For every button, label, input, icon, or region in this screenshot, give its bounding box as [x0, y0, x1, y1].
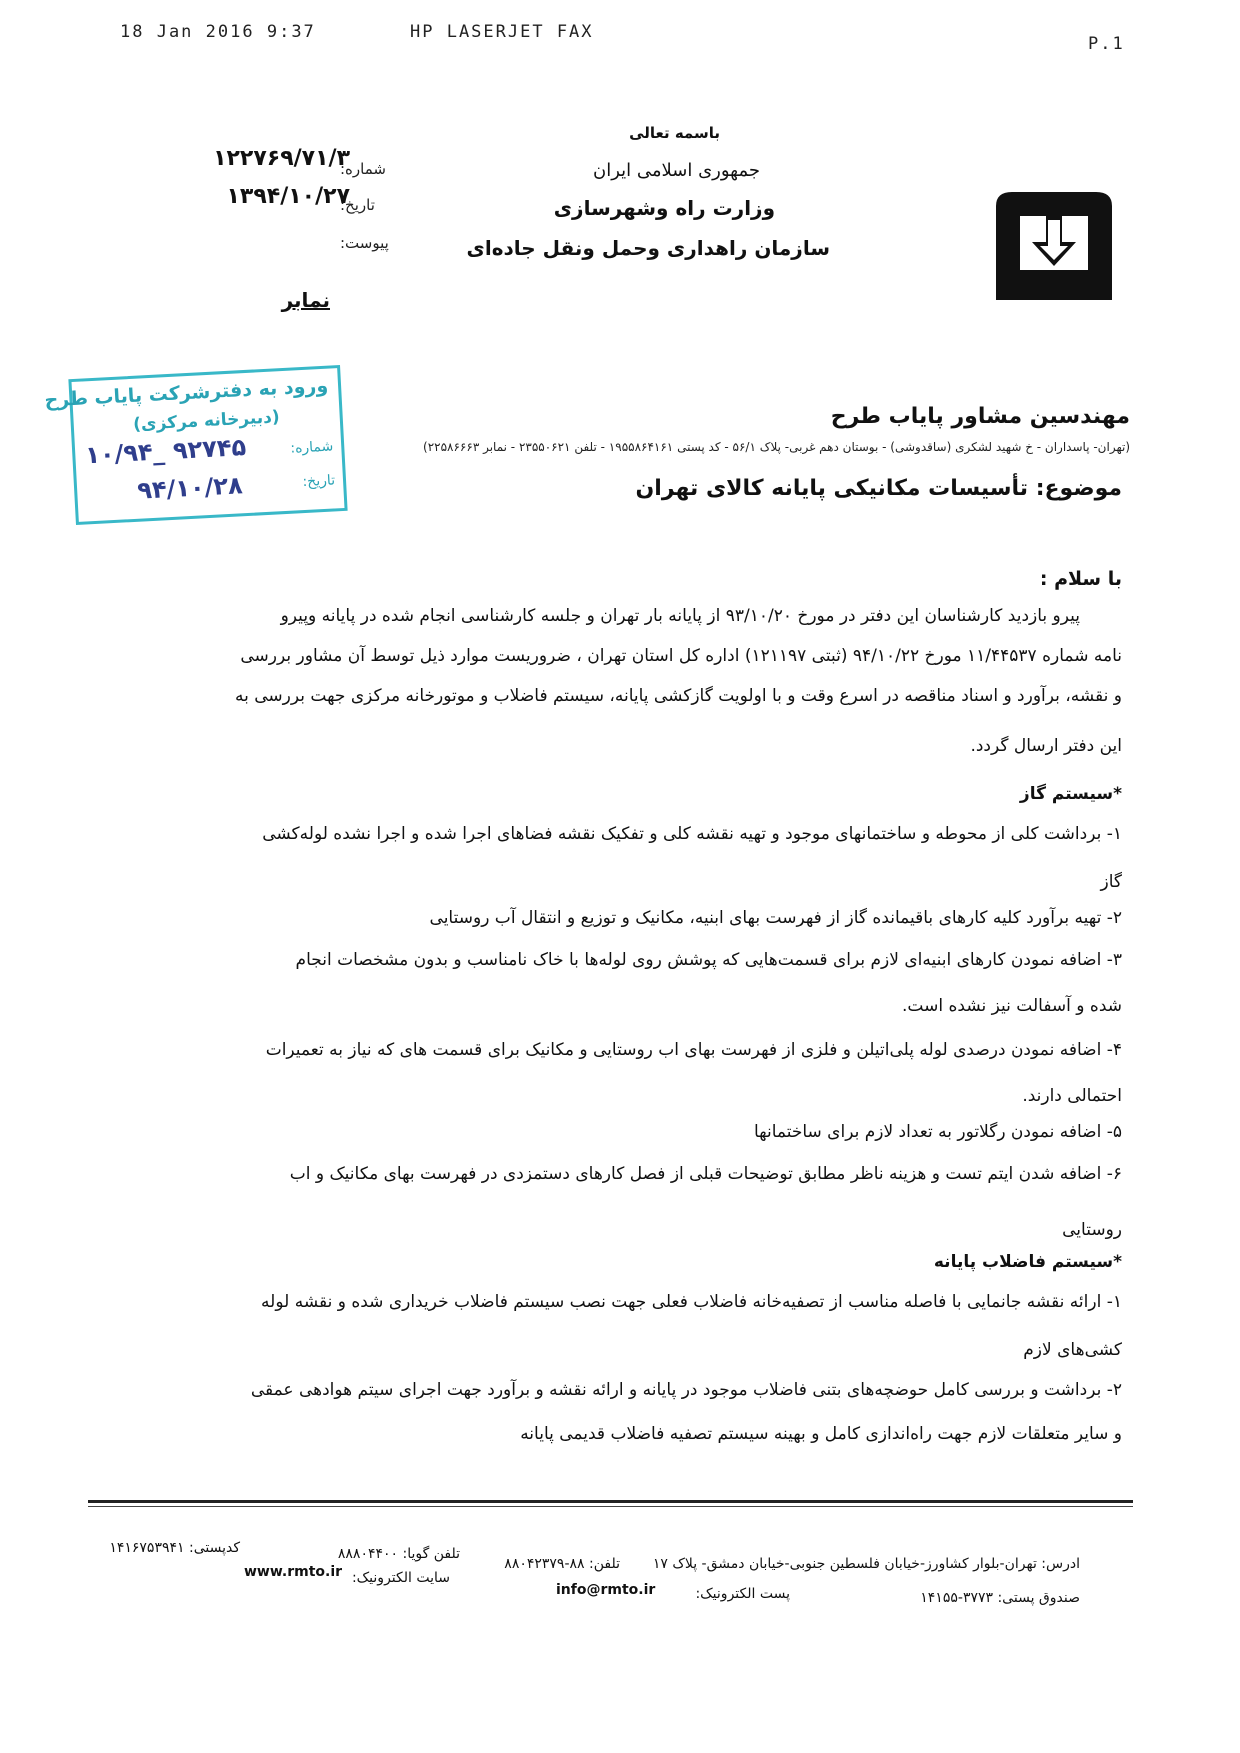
rmto-logo-icon — [990, 186, 1118, 306]
footer-email[interactable]: info@rmto.ir — [556, 1582, 656, 1598]
footer-po-box: صندوق پستی: ۳۷۷۳-۱۴۱۵۵ — [920, 1590, 1080, 1606]
gas-item: ۳- اضافه نمودن کارهای ابنیه‌ای لازم برای قسمت‌هایی که پوشش روی لوله‌ها با خاک نامناسب و بدون مشخصات انجام — [295, 950, 1122, 970]
footer-postal-code: کدپستی: ۱۴۱۶۷۵۳۹۴۱ — [109, 1540, 240, 1556]
subject-line: موضوع: تأسیسات مکانیکی پایانه کالای تهران — [635, 476, 1122, 501]
stamp-number-label: شماره: — [289, 438, 334, 457]
sewage-item: و سایر متعلقات لازم جهت راه‌اندازی کامل و بهینه سیستم تصفیه فاضلاب قدیمی پایانه — [520, 1424, 1122, 1444]
number-value: ۱۲۲۷۶۹/۷۱/۳ — [213, 146, 350, 171]
para1-line: نامه شماره ۱۱/۴۴۵۳۷ مورخ ۹۴/۱۰/۲۲ (ثبتی ۱۲۱۱۹۷) اداره کل استان تهران ، ضروریست موارد ذیل توسط آن مشاور بررسی — [240, 646, 1122, 666]
footer-divider — [88, 1500, 1133, 1503]
stamp-subtitle: (دبیرخانه مرکزی) — [132, 407, 281, 435]
gas-item: ۱- برداشت کلی از محوطه و ساختمانهای موجود و تهیه نقشه کلی و تفکیک نقشه فضاهای اجرا شده و اجرا نشده لوله‌کشی — [262, 824, 1122, 844]
section-gas-heading: *سیستم گاز — [1019, 784, 1122, 804]
document-type: نمابر — [281, 288, 330, 312]
footer-phone: تلفن: ۸۸-۸۸۰۴۲۳۷۹ — [504, 1556, 620, 1572]
footer-divider-thin — [88, 1506, 1133, 1507]
footer-email-label: پست الکترونیک: — [695, 1586, 790, 1602]
ministry-name: وزارت راه وشهرسازی — [553, 196, 775, 220]
gas-item: ۵- اضافه نمودن رگلاتور به تعداد لازم برای ساختمانها — [753, 1122, 1122, 1142]
sewage-item: کشی‌های لازم — [1023, 1340, 1122, 1360]
fax-device: HP LASERJET FAX — [410, 22, 594, 42]
fax-date: 18 Jan 2016 9:37 — [120, 22, 316, 42]
section-sewage-heading: *سیستم فاضلاب پایانه — [933, 1252, 1122, 1272]
recipient-address: (تهران- پاسداران - خ شهید لشکری (ساقدوشی) - بوستان دهم غربی- پلاک ۵۶/۱ - کد پستی ۱۹۵۵۸۶۴۱۶۱ - تلفن ۲۳۵۵۰۶۲۱ - نمابر ۲۲۵۸۶۶۶۳) — [423, 440, 1130, 454]
stamp-number-value: ۱۰/۹۴_ ۹۲۷۴۵ — [84, 433, 247, 470]
fax-page-number: P.1 — [1088, 34, 1125, 54]
para1-line: پیرو بازدید کارشناسان این دفتر در مورخ ۹۳/۱۰/۲۰ از پایانه بار تهران و جلسه کارشناسی انجام شده در پایانه وپیرو — [280, 606, 1080, 626]
sewage-item: ۲- برداشت و بررسی کامل حوضچه‌های بتنی فاضلاب موجود در پایانه و ارائه نقشه و برآورد جهت اجرای سیتم هوادهی عمقی — [250, 1380, 1122, 1400]
gas-item: روستایی — [1062, 1220, 1122, 1240]
gas-item: شده و آسفالت نیز نشده است. — [902, 996, 1122, 1016]
para1-line: و نقشه، برآورد و اسناد مناقصه در اسرع وقت و با اولویت گازکشی پایانه، سیستم فاضلاب و موتورخانه مرکزی جهت بررسی به — [235, 686, 1122, 706]
received-stamp — [43, 365, 347, 525]
date-label: تاریخ: — [340, 196, 375, 214]
stamp-date-label: تاریخ: — [302, 472, 336, 491]
organization-name: سازمان راهداری وحمل ونقل جاده‌ای — [466, 236, 830, 260]
para1-line: این دفتر ارسال گردد. — [970, 736, 1122, 756]
greeting: با سلام : — [1039, 568, 1122, 590]
gas-item: ۶- اضافه شدن ایتم تست و هزینه ناظر مطابق توضیحات قبلی از فصل کارهای دستمزدی در فهرست بهای مکانیک و اب — [289, 1164, 1122, 1184]
number-label: شماره: — [340, 160, 386, 178]
stamp-date-value: ۹۴/۱۰/۲۸ — [136, 471, 244, 505]
gas-item: ۴- اضافه نمودن درصدی لوله پلی‌اتیلن و فلزی از فهرست بهای اب روستایی و مکانیک برای قسمت های که نیاز به تعمیرات — [265, 1040, 1122, 1060]
bismillah: باسمه تعالی — [629, 124, 720, 142]
footer-website[interactable]: www.rmto.ir — [244, 1564, 343, 1580]
gas-item: ۲- تهیه برآورد کلیه کارهای باقیمانده گاز از فهرست بهای ابنیه، مکانیک و توزیع و انتقال آب روستایی — [429, 908, 1122, 928]
sewage-item: ۱- ارائه نقشه جانمایی با فاصله مناسب از تصفیه‌خانه فاضلاب فعلی جهت نصب سیستم فاضلاب خریداری شده و نقشه لوله — [261, 1292, 1122, 1312]
country-name: جمهوری اسلامی ایران — [593, 160, 760, 181]
footer-phone-auto: تلفن گویا: ۸۸۸۰۴۴۰۰ — [337, 1546, 460, 1562]
gas-item: گاز — [1100, 872, 1122, 892]
date-value: ۱۳۹۴/۱۰/۲۷ — [226, 184, 350, 209]
attachment-label: پیوست: — [340, 234, 389, 252]
footer-address: ادرس: تهران-بلوار کشاورز-خیابان فلسطین جنوبی-خیابان دمشق- پلاک ۱۷ — [652, 1556, 1080, 1572]
stamp-title: ورود به دفترشرکت پایاب طرح — [43, 374, 329, 412]
footer-website-label: سایت الکترونیک: — [351, 1570, 450, 1586]
gas-item: احتمالی دارند. — [1022, 1086, 1122, 1106]
recipient-name: مهندسین مشاور پایاب طرح — [830, 404, 1130, 429]
